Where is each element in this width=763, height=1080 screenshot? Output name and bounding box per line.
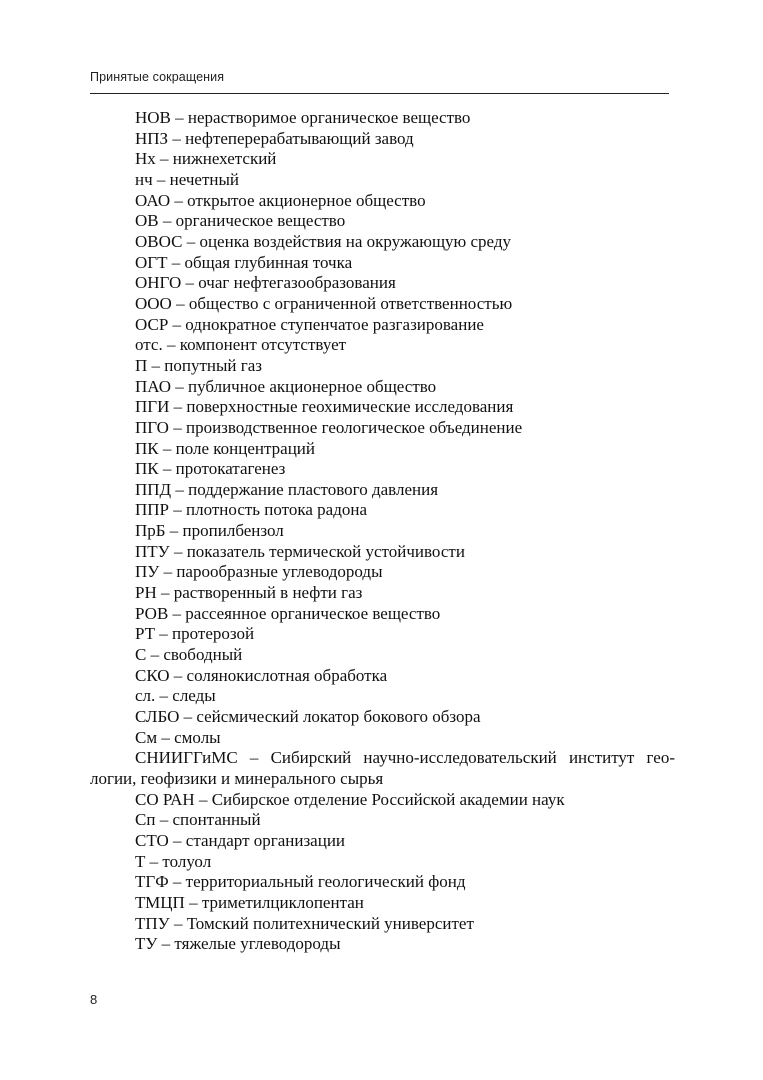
- abbreviation-definition: органическое вещество: [175, 211, 346, 231]
- entry-separator: –: [157, 934, 175, 954]
- abbreviation-list: [90, 108, 675, 955]
- entry-separator: –: [167, 252, 185, 272]
- abbreviation-entry: [90, 728, 675, 749]
- entry-separator: –: [155, 149, 173, 169]
- abbreviation-term: ОСР: [135, 314, 169, 334]
- abbreviation-entry: [90, 397, 675, 418]
- abbreviation-term: ПГО: [135, 417, 169, 437]
- abbreviation-entry: [90, 191, 675, 212]
- abbreviation-entry: [90, 645, 675, 666]
- abbreviation-definition: парообразные углеводороды: [176, 562, 383, 582]
- abbreviation-definition: нижнехетский: [172, 149, 277, 169]
- entry-separator: –: [156, 583, 174, 603]
- abbreviation-definition: рассеянное органическое вещество: [185, 603, 441, 623]
- abbreviation-definition: солянокислотная обработка: [186, 665, 388, 685]
- abbreviation-definition: Сибирское отделение Российской академии наук: [211, 789, 565, 809]
- abbreviation-definition: толуол: [162, 851, 212, 871]
- entry-separator: –: [168, 128, 186, 148]
- entry-separator: –: [155, 686, 173, 706]
- abbreviation-entry: [90, 686, 675, 707]
- abbreviation-entry: [90, 211, 675, 232]
- abbreviation-definition: нефтеперерабатывающий завод: [185, 128, 414, 148]
- abbreviation-definition: протокатагенез: [175, 459, 286, 479]
- abbreviation-definition: нечетный: [169, 169, 240, 189]
- abbreviation-definition: открытое акционерное общество: [187, 190, 426, 210]
- entry-separator: –: [169, 500, 187, 520]
- entry-separator: –: [171, 479, 189, 499]
- abbreviation-entry: [90, 294, 675, 315]
- abbreviation-entry: [90, 790, 675, 811]
- abbreviation-definition: плотность потока радона: [186, 500, 368, 520]
- entry-separator: –: [168, 417, 186, 437]
- abbreviation-definition: Сибирский научно-исследовательский институт геологии, геофизики и минерального сырья: [90, 748, 675, 788]
- entry-separator: –: [168, 830, 186, 850]
- entry-separator: –: [152, 169, 170, 189]
- abbreviation-term: ТПУ: [135, 913, 170, 933]
- abbreviation-definition: растворенный в нефти газ: [173, 583, 363, 603]
- abbreviation-term: СКО: [135, 665, 170, 685]
- entry-separator: –: [170, 190, 188, 210]
- entry-separator: –: [182, 231, 200, 251]
- abbreviation-definition: смолы: [174, 727, 221, 747]
- abbreviation-entry: [90, 872, 675, 893]
- abbreviation-entry: [90, 170, 675, 191]
- abbreviation-term: РОВ: [135, 603, 169, 623]
- abbreviation-definition: спонтанный: [172, 810, 261, 830]
- entry-separator: –: [158, 211, 176, 231]
- abbreviation-entry: [90, 810, 675, 831]
- entry-separator: –: [147, 355, 165, 375]
- entry-separator: –: [145, 851, 163, 871]
- abbreviation-term: ТМЦП: [135, 892, 185, 912]
- entry-separator: –: [157, 727, 175, 747]
- abbreviation-term: ПГИ: [135, 397, 170, 417]
- abbreviation-term: СЛБО: [135, 707, 180, 727]
- abbreviation-term: Т: [135, 851, 146, 871]
- abbreviation-term: РН: [135, 583, 157, 603]
- entry-separator: –: [158, 438, 176, 458]
- abbreviation-term: ППР: [135, 500, 170, 520]
- entry-separator: –: [181, 273, 199, 293]
- abbreviation-entry: [90, 914, 675, 935]
- abbreviation-definition: триметилциклопентан: [201, 892, 364, 912]
- abbreviation-entry: [90, 439, 675, 460]
- abbreviation-entry: [90, 108, 675, 129]
- entry-separator: –: [170, 108, 188, 127]
- abbreviation-definition: пропилбензол: [182, 521, 284, 541]
- abbreviation-term: Сп: [135, 810, 156, 830]
- abbreviation-definition: показатель термической устойчивости: [186, 541, 465, 561]
- abbreviation-term: отс.: [135, 335, 163, 355]
- entry-separator: –: [169, 665, 187, 685]
- entry-separator: –: [158, 459, 176, 479]
- abbreviation-term: СНИИГГиМС: [135, 748, 238, 768]
- abbreviation-definition: сейсмический локатор бокового обзора: [196, 707, 481, 727]
- abbreviation-term: ТУ: [135, 934, 158, 954]
- abbreviation-entry: [90, 480, 675, 501]
- entry-separator: –: [179, 707, 197, 727]
- abbreviation-term: ПК: [135, 459, 159, 479]
- entry-separator: –: [162, 335, 180, 355]
- abbreviation-entry: [90, 315, 675, 336]
- abbreviation-term: П: [135, 355, 148, 375]
- entry-separator: –: [184, 892, 202, 912]
- abbreviation-entry: [90, 253, 675, 274]
- entry-separator: –: [168, 603, 186, 623]
- abbreviation-definition: оценка воздействия на окружающую среду: [199, 231, 512, 251]
- abbreviation-entry: [90, 934, 675, 955]
- abbreviation-entry: [90, 542, 675, 563]
- abbreviation-term: ПТУ: [135, 541, 170, 561]
- abbreviation-entry: [90, 500, 675, 521]
- abbreviation-definition: протерозой: [172, 624, 255, 644]
- abbreviation-entry: [90, 666, 675, 687]
- abbreviation-definition: очаг нефтегазообразования: [198, 273, 396, 293]
- abbreviation-entry: [90, 521, 675, 542]
- abbreviation-definition: территориальный геологический фонд: [185, 872, 466, 892]
- abbreviation-definition: поддержание пластового давления: [188, 479, 439, 499]
- abbreviation-term: РТ: [135, 624, 156, 644]
- entry-separator: –: [155, 810, 173, 830]
- abbreviation-definition: общая глубинная точка: [184, 252, 353, 272]
- abbreviation-definition: следы: [172, 686, 216, 706]
- abbreviation-entry: [90, 459, 675, 480]
- abbreviation-entry: [90, 129, 675, 150]
- entry-separator: –: [168, 872, 186, 892]
- abbreviation-definition: однократное ступенчатое разгазирование: [185, 314, 484, 334]
- abbreviation-term: ПУ: [135, 562, 160, 582]
- abbreviation-term: СО РАН: [135, 789, 195, 809]
- abbreviation-entry: [90, 831, 675, 852]
- entry-separator: –: [155, 624, 173, 644]
- abbreviation-term: Нх: [135, 149, 156, 169]
- abbreviation-term: См: [135, 727, 158, 747]
- entry-separator: –: [169, 913, 187, 933]
- entry-separator: –: [169, 541, 187, 561]
- abbreviation-entry: [90, 273, 675, 294]
- abbreviation-definition: производственное геологическое объединение: [185, 417, 523, 437]
- abbreviation-definition: Томский политехнический университет: [186, 913, 474, 933]
- abbreviation-definition: компонент отсутствует: [179, 335, 347, 355]
- entry-separator: –: [237, 748, 271, 768]
- abbreviation-entry: [90, 418, 675, 439]
- abbreviation-entry: [90, 356, 675, 377]
- abbreviation-entry: [90, 335, 675, 356]
- abbreviation-term: ОВОС: [135, 231, 183, 251]
- entry-separator: –: [159, 562, 177, 582]
- abbreviation-term: ППД: [135, 479, 172, 499]
- abbreviation-entry: [90, 149, 675, 170]
- abbreviation-term: СТО: [135, 830, 169, 850]
- entry-separator: –: [146, 645, 164, 665]
- abbreviation-entry: [90, 604, 675, 625]
- abbreviation-term: ОГТ: [135, 252, 168, 272]
- entry-separator: –: [170, 376, 188, 396]
- abbreviation-term: сл.: [135, 686, 156, 706]
- abbreviation-entry: [90, 377, 675, 398]
- abbreviation-term: НПЗ: [135, 128, 169, 148]
- entry-separator: –: [165, 521, 183, 541]
- abbreviation-term: нч: [135, 169, 153, 189]
- abbreviation-definition: свободный: [163, 645, 243, 665]
- abbreviation-term: С: [135, 645, 147, 665]
- entry-separator: –: [168, 314, 186, 334]
- abbreviation-term: ОВ: [135, 211, 159, 231]
- header-rule: [90, 93, 669, 94]
- abbreviation-entry: [90, 748, 675, 789]
- abbreviation-definition: публичное акционерное общество: [187, 376, 437, 396]
- abbreviation-term: ПрБ: [135, 521, 166, 541]
- abbreviation-definition: нерастворимое органическое вещество: [187, 108, 471, 127]
- entry-separator: –: [171, 293, 189, 313]
- abbreviation-definition: поле концентраций: [175, 438, 315, 458]
- abbreviation-definition: стандарт организации: [185, 830, 346, 850]
- abbreviation-term: НОВ: [135, 108, 171, 127]
- abbreviation-entry: [90, 562, 675, 583]
- abbreviation-definition: попутный газ: [164, 355, 263, 375]
- abbreviation-term: ТГФ: [135, 872, 169, 892]
- abbreviation-term: ОАО: [135, 190, 171, 210]
- abbreviation-entry: [90, 893, 675, 914]
- abbreviation-definition: тяжелые углеводороды: [174, 934, 341, 954]
- running-head: Принятые сокращения: [90, 70, 225, 84]
- page-number: 8: [90, 992, 98, 1007]
- abbreviation-term: ООО: [135, 293, 172, 313]
- abbreviation-entry: [90, 707, 675, 728]
- abbreviation-definition: поверхностные геохимические исследования: [186, 397, 514, 417]
- abbreviation-entry: [90, 232, 675, 253]
- entry-separator: –: [194, 789, 212, 809]
- entry-separator: –: [169, 397, 187, 417]
- abbreviation-entry: [90, 852, 675, 873]
- abbreviation-entry: [90, 624, 675, 645]
- abbreviation-entry: [90, 583, 675, 604]
- abbreviation-term: ОНГО: [135, 273, 182, 293]
- abbreviation-term: ПК: [135, 438, 159, 458]
- abbreviation-term: ПАО: [135, 376, 171, 396]
- abbreviation-definition: общество с ограниченной ответственностью: [188, 293, 513, 313]
